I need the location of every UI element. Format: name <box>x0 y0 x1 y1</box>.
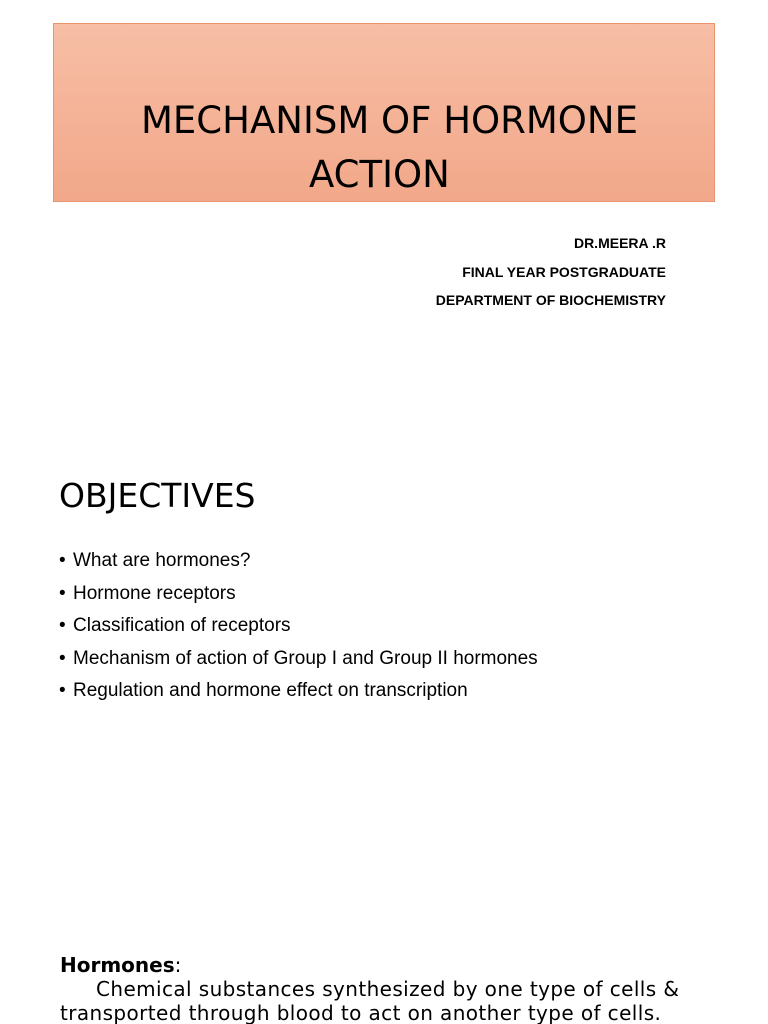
list-item <box>59 545 538 578</box>
list-item-text: Mechanism of action of Group I and Group II hormones <box>73 647 538 669</box>
hormones-term-line <box>60 953 760 977</box>
author-name: DR.MEERA .R <box>573 235 666 251</box>
hormones-definition <box>60 953 760 1024</box>
title-line-2: ACTION <box>309 153 450 196</box>
title-banner <box>53 23 715 202</box>
bullet-icon: • <box>59 582 66 604</box>
list-item <box>59 610 538 643</box>
objectives-heading: OBJECTIVES <box>59 476 256 515</box>
list-item-text: Classification of receptors <box>73 615 291 636</box>
list-item <box>59 578 538 611</box>
author-department: DEPARTMENT OF BIOCHEMISTRY <box>435 292 666 308</box>
hormones-term: Hormones <box>60 953 175 977</box>
hormones-definition-text: Chemical substances synthesized by one type of cells & transported through blood to act on another type of cells. <box>60 977 680 1024</box>
author-position: FINAL YEAR POSTGRADUATE <box>462 263 666 280</box>
title-line-1: MECHANISM OF HORMONE <box>141 99 638 142</box>
objectives-list <box>59 545 538 708</box>
author-info <box>436 229 666 315</box>
list-item-text: Regulation and hormone effect on transcription <box>73 680 468 701</box>
hormones-colon: : <box>174 953 182 977</box>
list-item <box>59 675 538 708</box>
bullet-icon: • <box>59 615 66 636</box>
list-item <box>59 643 538 676</box>
list-item-text: Hormone receptors <box>73 582 236 604</box>
bullet-icon: • <box>59 550 66 571</box>
bullet-icon: • <box>59 680 66 701</box>
list-item-text: What are hormones? <box>73 550 251 571</box>
bullet-icon: • <box>59 647 66 669</box>
